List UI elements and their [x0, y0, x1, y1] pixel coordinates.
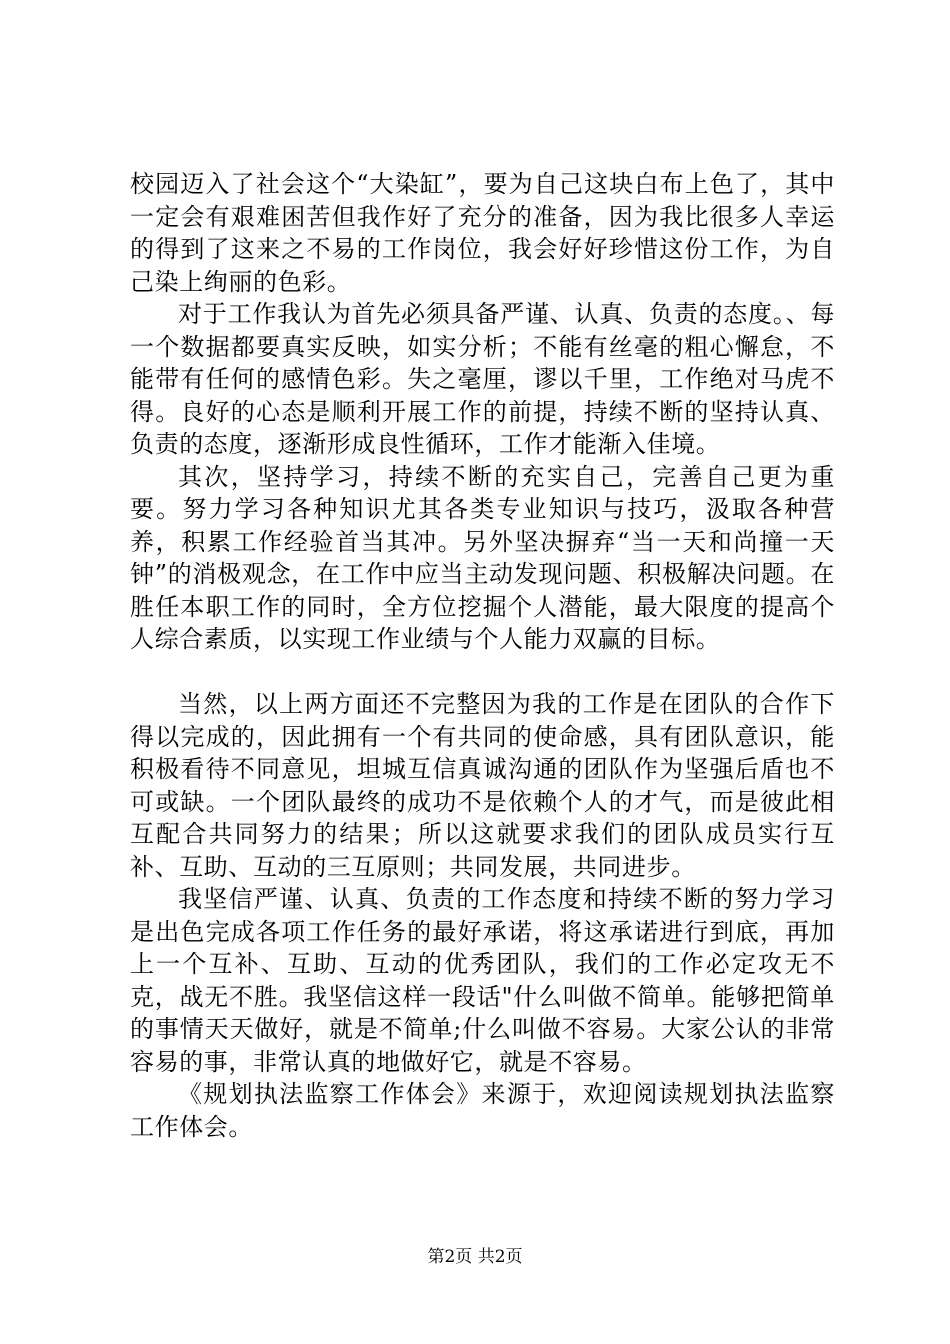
- paragraph-1: 校园迈入了社会这个“大染缸”，要为自己这块白布上色了，其中一定会有艰难困苦但我作好了充分的准备，因为我比很多人幸运的得到了这来之不易的工作岗位，我会好好珍惜这份工作，为自己染上绚丽的色彩。: [130, 170, 835, 296]
- page-footer: [0, 1247, 950, 1267]
- paragraph-5: 我坚信严谨、认真、负责的工作态度和持续不断的努力学习是出色完成各项工作任务的最好承诺，将这承诺进行到底，再加上一个互补、互助、互动的优秀团队，我们的工作必定攻无不克，战无不胜。我坚信这样一段话"什么叫做不简单。能够把简单的事情天天做好，就是不简单;什么叫做不容易。大家公认的非常容易的事，非常认真的地做好它，就是不容易。: [130, 885, 835, 1076]
- paragraph-2: 对于工作我认为首先必须具备严谨、认真、负责的态度。、每一个数据都要真实反映，如实分析；不能有丝毫的粗心懈怠，不能带有任何的感情色彩。失之毫厘，谬以千里，工作绝对马虎不得。良好的心态是顺利开展工作的前提，持续不断的坚持认真、负责的态度，逐渐形成良性循环，工作才能渐入佳境。: [130, 300, 835, 458]
- paragraph-4: 当然，以上两方面还不完整因为我的工作是在团队的合作下得以完成的，因此拥有一个有共同的使命感，具有团队意识，能积极看待不同意见，坦城互信真诚沟通的团队作为坚强后盾也不可或缺。一个团队最终的成功不是依赖个人的才气，而是彼此相互配合共同努力的结果；所以这就要求我们的团队成员实行互补、互助、互动的三互原则；共同发展，共同进步。: [130, 690, 835, 881]
- page-number-label: 第2页 共2页: [427, 1247, 523, 1267]
- paragraph-3: 其次，坚持学习，持续不断的充实自己，完善自己更为重要。努力学习各种知识尤其各类专业知识与技巧，汲取各种营养，积累工作经验首当其冲。另外坚决摒弃“当一天和尚撞一天钟”的消极观念，在工作中应当主动发现问题、积极解决问题。在胜任本职工作的同时，全方位挖掘个人潜能，最大限度的提高个人综合素质，以实现工作业绩与个人能力双赢的目标。: [130, 462, 835, 653]
- document-body: [130, 168, 835, 1143]
- paragraph-6: 《规划执法监察工作体会》来源于，欢迎阅读规划执法监察工作体会。: [130, 1080, 835, 1141]
